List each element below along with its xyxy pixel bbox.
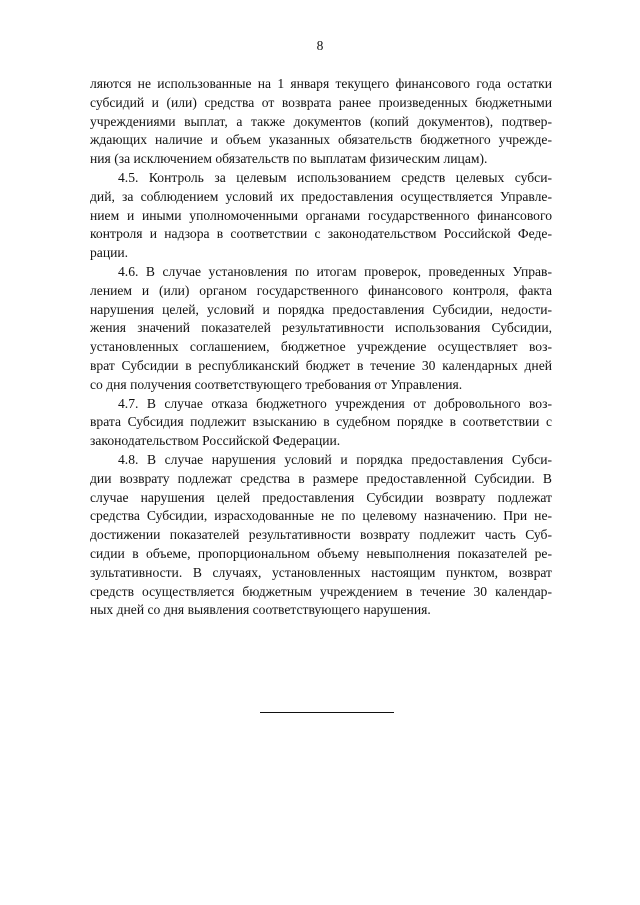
text-line: средства Субсидии, израсходованные не по целевому назначению. При не- [90, 508, 552, 524]
text-line: жения значений показателей результативности использования Субсидии, [90, 320, 552, 336]
text-line: установленных соглашением, бюджетное учреждение осуществляет воз- [90, 339, 552, 355]
text-line: учреждениями выплат, а также документов (копий документов), подтвер- [90, 113, 552, 129]
paragraph-4-5 [90, 169, 552, 263]
text-line: врата Субсидия подлежит взысканию в судебном порядке в соответствии с [90, 414, 552, 430]
text-line: контроля и надзора в соответствии с законодательством Российской Феде- [90, 226, 552, 242]
paragraph-4-6 [90, 263, 552, 395]
text-line: 4.8. В случае нарушения условий и порядка предоставления Субси- [118, 451, 552, 467]
text-line: лением и (или) органом государственного финансового контроля, факта [90, 282, 552, 298]
text-line: нием и иными уполномоченными органами государственного финансового [90, 207, 552, 223]
text-line: ждающих наличие и объем указанных обязательств бюджетного учрежде- [90, 132, 552, 148]
text-line: дии возврату подлежат средства в размере предоставленной Субсидии. В [90, 470, 552, 486]
text-line: дий, за соблюдением условий их предоставления осуществляется Управле- [90, 188, 552, 204]
text-line: 4.5. Контроль за целевым использованием средств целевых субси- [118, 169, 552, 185]
text-line: сидии в объеме, пропорциональном объему невыполнения показателей ре- [90, 545, 552, 561]
text-line: законодательством Российской Федерации. [90, 433, 341, 449]
text-line: случае нарушения целей предоставления Субсидии возврату подлежат [90, 489, 552, 505]
text-line: со дня получения соответствующего требования от Управления. [90, 376, 463, 392]
text-line: ния (за исключением обязательств по выплатам физическим лицам). [90, 151, 488, 167]
text-line: зультативности. В случаях, установленных настоящим пунктом, возврат [90, 564, 552, 580]
end-divider-line [260, 712, 394, 713]
text-line: нарушения целей, условий и порядка предоставления Субсидии, недости- [90, 301, 552, 317]
paragraph-4-7 [90, 395, 552, 451]
text-line: 4.7. В случае отказа бюджетного учреждения от добровольного воз- [118, 395, 552, 411]
text-line: 4.6. В случае установления по итогам проверок, проведенных Управ- [118, 263, 552, 279]
text-line: врат Субсидии в республиканский бюджет в течение 30 календарных дней [90, 357, 552, 373]
paragraph-continuation [90, 75, 552, 169]
text-line: ных дней со дня выявления соответствующего нарушения. [90, 602, 431, 618]
page-number: 8 [316, 38, 324, 53]
text-line: ляются не использованные на 1 января текущего финансового года остатки [90, 76, 552, 91]
text-line: рации. [90, 245, 129, 261]
text-line: средств осуществляется бюджетным учреждением в течение 30 календар- [90, 583, 552, 599]
text-line: субсидий и (или) средства от возврата ранее произведенных бюджетными [90, 94, 552, 110]
text-line: достижении показателей результативности возврату подлежит часть Суб- [90, 527, 552, 543]
document-body [90, 75, 552, 620]
paragraph-4-8 [90, 451, 552, 620]
